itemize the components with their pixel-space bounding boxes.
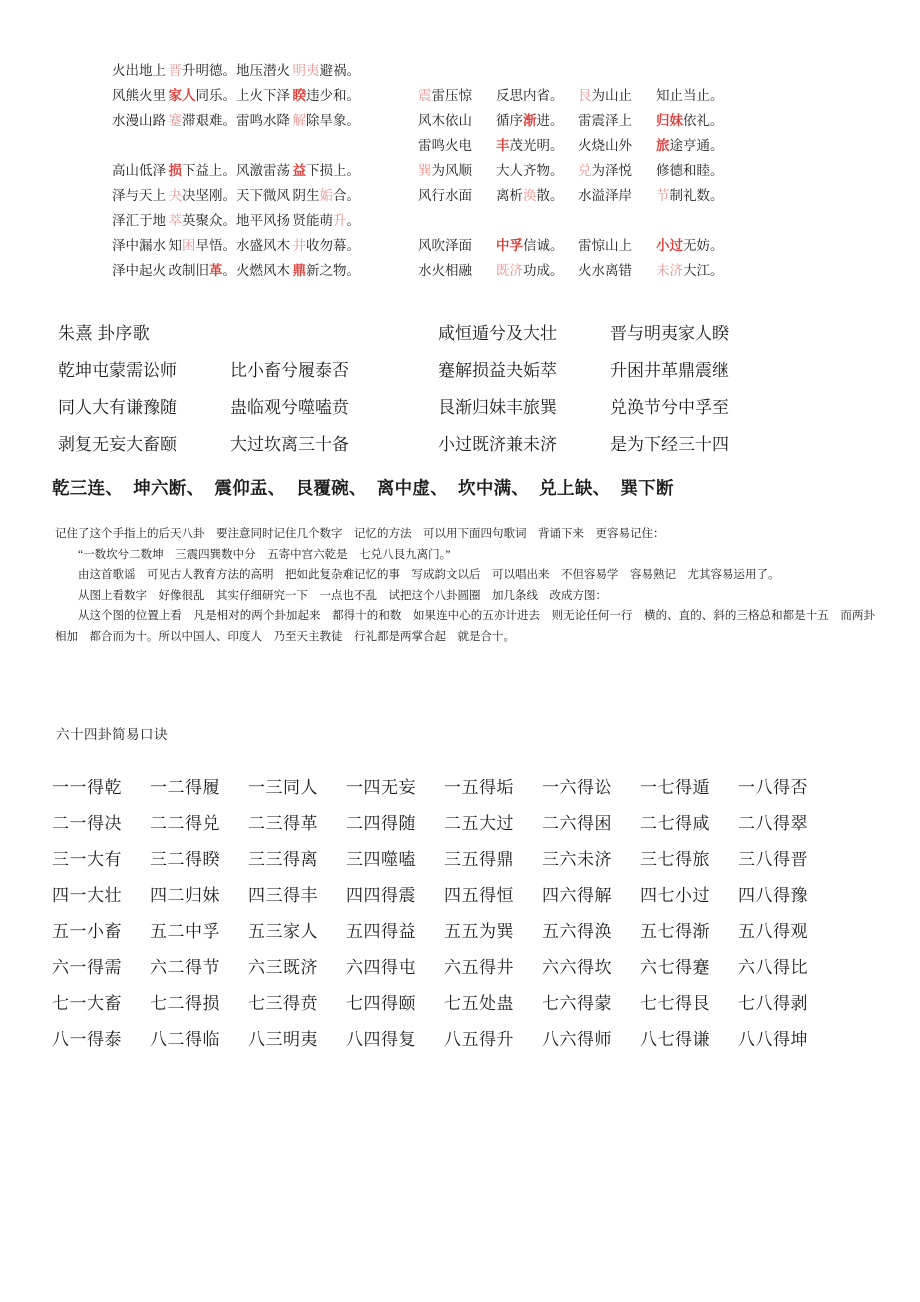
hexagram-name: 升 <box>333 213 347 228</box>
guaxiang-cell <box>418 83 496 108</box>
gx-text: 风木依山 <box>418 113 472 128</box>
gx-text: 水火相融 <box>418 263 472 278</box>
gx-text: 新之物。 <box>306 263 360 278</box>
bagua-mnemonic-item: 震仰盂、 <box>214 478 286 498</box>
guaxiang-cell <box>293 183 361 208</box>
koujue-row <box>52 770 882 806</box>
guaxiang-cell <box>169 83 237 108</box>
gx-text: 下损上。 <box>306 163 360 178</box>
gx-text: 雷压惊 <box>431 88 472 103</box>
guaxu-phrase-a: 乾坤屯蒙需讼师 <box>58 361 177 380</box>
koujue-cell: 五八得观 <box>738 922 808 941</box>
guaxu-phrase-a: 剥复无妄大畜颐 <box>58 435 177 454</box>
gx-text: 英聚众。 <box>182 213 236 228</box>
koujue-cell: 八三明夷 <box>248 1030 318 1049</box>
gx-text: 地平风扬 <box>236 213 290 228</box>
koujue-cell: 七三得贲 <box>248 994 318 1013</box>
guaxu-phrase-a: 咸恒遁兮及大壮 <box>438 324 557 343</box>
guaxu-phrase-a: 同人大有谦豫随 <box>58 398 177 417</box>
guaxu-phrase-a: 艮渐归妹丰旅巽 <box>438 398 557 417</box>
gx-text: 大人齐物。 <box>496 163 564 178</box>
guaxiang-cell <box>236 258 293 283</box>
koujue-cell: 七一大畜 <box>52 994 122 1013</box>
koujue-cell: 二三得革 <box>248 814 318 833</box>
koujue-cell: 四二归妹 <box>150 886 220 905</box>
guaxiang-row <box>418 258 820 283</box>
guaxiang-row <box>112 83 360 108</box>
guaxiang-cell <box>578 83 656 108</box>
gx-text: 散。 <box>536 188 564 203</box>
koujue-cell: 七六得蒙 <box>542 994 612 1013</box>
koujue-cell: 二二得兑 <box>150 814 220 833</box>
guaxiang-cell <box>236 183 293 208</box>
hexagram-name: 归妹 <box>656 113 683 128</box>
guaxiang-cell <box>578 258 656 283</box>
bagua-mnemonic-item: 兑上缺、 <box>539 478 611 498</box>
koujue-cell: 五七得渐 <box>640 922 710 941</box>
guaxiang-cell <box>236 233 293 258</box>
koujue-cell: 七八得剥 <box>738 994 808 1013</box>
guaxiang-cell <box>112 58 169 83</box>
guaxiang-cell <box>418 233 496 258</box>
guaxiang-right-group-1 <box>418 83 820 158</box>
prose-paragraph-1: 记住了这个手指上的后天八卦 要注意同时记住几个数字 记忆的方法 可以用下面四句歌词 背诵下来 更容易记住： <box>55 528 665 540</box>
koujue-cell: 三四噬嗑 <box>346 850 416 869</box>
bagua-mnemonic-item: 离中虚、 <box>376 478 449 498</box>
koujue-cell: 三一大有 <box>52 850 122 869</box>
guaxiang-cell <box>656 183 736 208</box>
gx-text: 收勿幕。 <box>306 238 360 253</box>
bagua-mnemonic-item: 艮覆碗、 <box>295 478 367 498</box>
gx-text: 风吹泽面 <box>418 238 472 253</box>
gx-text: 滞艰难。 <box>182 113 236 128</box>
koujue-cell: 八五得升 <box>444 1030 514 1049</box>
guaxu-title-text: 朱熹 卦序歌 <box>58 324 151 343</box>
koujue-cell: 二四得随 <box>346 814 416 833</box>
guaxiang-row <box>418 233 820 258</box>
gx-text: 下益上。 <box>182 163 236 178</box>
koujue-cell: 四八得豫 <box>738 886 808 905</box>
guaxiang-cell <box>112 258 169 283</box>
koujue-cell: 五一小畜 <box>52 922 122 941</box>
guaxiang-cell <box>236 83 293 108</box>
koujue-cell: 三八得晋 <box>738 850 808 869</box>
guaxiang-cell <box>496 83 578 108</box>
guaxiang-cell <box>496 108 578 133</box>
hexagram-name: 损 <box>168 163 182 178</box>
koujue-row <box>52 1022 882 1058</box>
koujue-cell: 一七得遁 <box>640 778 710 797</box>
koujue-cell: 五二中孚 <box>150 922 220 941</box>
koujue-row <box>52 914 882 950</box>
gx-text: 火出地上 <box>112 63 166 78</box>
hexagram-name: 未济 <box>656 263 683 278</box>
guaxiang-row <box>418 133 820 158</box>
spacer <box>418 208 820 233</box>
gx-text: 升明德。 <box>182 63 236 78</box>
gx-text: 避祸。 <box>319 63 360 78</box>
gx-text: 合。 <box>333 188 360 203</box>
gx-text: 泽中漏水 <box>112 238 166 253</box>
koujue-row <box>52 878 882 914</box>
guaxu-phrase-b: 蛊临观兮噬嗑贲 <box>230 398 349 417</box>
koujue-row <box>52 986 882 1022</box>
guaxu-row <box>438 426 920 463</box>
koujue-cell: 一六得讼 <box>542 778 612 797</box>
spacer <box>112 133 360 158</box>
gx-text: 知止当止。 <box>656 88 724 103</box>
bagua-mnemonic-line <box>52 475 892 500</box>
guaxu-row <box>438 389 920 426</box>
gx-text: 水溢泽岸 <box>578 188 632 203</box>
koujue-cell: 四六得解 <box>542 886 612 905</box>
guaxiang-cell <box>293 208 361 233</box>
hexagram-name: 中孚 <box>496 238 523 253</box>
koujue-cell: 五五为巽 <box>444 922 514 941</box>
guaxiang-cell <box>418 183 496 208</box>
koujue-cell: 一三同人 <box>248 778 318 797</box>
bagua-mnemonic-item: 坤六断、 <box>133 478 205 498</box>
guaxiang-cell <box>169 158 237 183</box>
guaxiang-cell <box>236 108 293 133</box>
gx-text: 雷鸣水降 <box>236 113 290 128</box>
koujue-cell: 七五处蛊 <box>444 994 514 1013</box>
guaxu-song-section <box>0 315 920 463</box>
guaxiang-left-group-2 <box>112 158 360 283</box>
guaxiang-row <box>418 83 820 108</box>
koujue-cell: 二八得翠 <box>738 814 808 833</box>
guaxiang-cell <box>496 233 578 258</box>
hexagram-name: 革 <box>209 263 223 278</box>
gx-text: 反思内省。 <box>496 88 564 103</box>
guaxiang-cell <box>236 158 293 183</box>
hexagram-name: 晋 <box>168 63 182 78</box>
koujue-cell: 六一得需 <box>52 958 122 977</box>
guaxiang-cell <box>293 58 361 83</box>
gx-text: 雷鸣火电 <box>418 138 472 153</box>
guaxiang-cell <box>293 233 361 258</box>
spacer <box>418 58 820 83</box>
guaxiang-cell <box>418 133 496 158</box>
guaxiang-row <box>418 183 820 208</box>
koujue-cell: 一二得履 <box>150 778 220 797</box>
guaxiang-row <box>112 183 360 208</box>
hexagram-name: 兑 <box>578 163 592 178</box>
koujue-cell: 五四得益 <box>346 922 416 941</box>
guaxiang-cell <box>169 208 237 233</box>
guaxiang-row <box>112 158 360 183</box>
gx-text: 火燃风木 <box>236 263 290 278</box>
hexagram-name: 井 <box>292 238 306 253</box>
guaxu-phrase-b: 大过坎离三十备 <box>230 435 349 454</box>
koujue-row <box>52 806 882 842</box>
guaxu-right-column <box>420 315 920 463</box>
guaxu-row <box>58 426 420 463</box>
guaxiang-row <box>112 233 360 258</box>
hexagram-name: 益 <box>292 163 306 178</box>
guaxiang-cell <box>169 183 237 208</box>
hexagram-name: 艮 <box>578 88 592 103</box>
bagua-mnemonic-item: 巽下断 <box>620 478 674 498</box>
koujue-cell: 六三既济 <box>248 958 318 977</box>
koujue-cell: 八四得复 <box>346 1030 416 1049</box>
guaxiang-cell <box>496 258 578 283</box>
gx-text: 同乐。 <box>195 88 236 103</box>
guaxiang-cell <box>496 158 578 183</box>
gx-text: 制礼数。 <box>669 188 724 203</box>
prose-paragraph-5: 从这个图的位置上看 凡是相对的两个卦加起来 都得十的和数 如果连中心的五亦计进去 则无论任何一行 横的、直的、斜的三格总和都是十五 而两卦相加 都合而为十。所以中国人、印度人 乃至天主教徒 行礼都是两掌合起 就是合十。 <box>55 610 875 643</box>
koujue-cell: 四七小过 <box>640 886 710 905</box>
guaxu-row <box>58 389 420 426</box>
gx-text: 知 <box>168 238 182 253</box>
koujue-cell: 二五大过 <box>444 814 514 833</box>
koujue-cell: 七四得颐 <box>346 994 416 1013</box>
gx-text: 。 <box>346 213 360 228</box>
koujue-cell: 三二得睽 <box>150 850 220 869</box>
guaxiang-cell <box>656 233 736 258</box>
guaxiang-cell <box>112 108 169 133</box>
guaxiang-row <box>112 58 360 83</box>
hexagram-name: 巽 <box>418 163 432 178</box>
gx-text: 离析 <box>496 188 523 203</box>
gx-text: 为山止 <box>591 88 632 103</box>
koujue-cell: 四四得震 <box>346 886 416 905</box>
hexagram-name: 小过 <box>656 238 683 253</box>
guaxiang-cell <box>236 208 293 233</box>
guaxiang-cell <box>112 233 169 258</box>
koujue-cell: 七二得损 <box>150 994 220 1013</box>
guaxu-phrase-b: 是为下经三十四 <box>610 435 729 454</box>
koujue-cell: 六七得蹇 <box>640 958 710 977</box>
guaxiang-cell <box>496 133 578 158</box>
gx-text: 违少和。 <box>306 88 360 103</box>
gx-text: 雷惊山上 <box>578 238 632 253</box>
gx-text: 途亨通。 <box>669 138 724 153</box>
gx-text: 地压潜火 <box>236 63 290 78</box>
guaxiang-cell <box>293 83 361 108</box>
koujue-cell: 八六得师 <box>542 1030 612 1049</box>
koujue-cell: 六四得屯 <box>346 958 416 977</box>
koujue-cell: 一四无妄 <box>346 778 416 797</box>
koujue-grid <box>52 770 882 1058</box>
guaxiang-cell <box>293 258 361 283</box>
koujue-cell: 二七得咸 <box>640 814 710 833</box>
hexagram-name: 渐 <box>523 113 537 128</box>
guaxiang-left-column <box>0 58 360 283</box>
koujue-cell: 八八得坤 <box>738 1030 808 1049</box>
gx-text: 火烧山外 <box>578 138 632 153</box>
guaxiang-row <box>112 208 360 233</box>
prose-paragraph-4: 从图上看数字 好像很乱 其实仔细研究一下 一点也不乱 试把这个八卦圆圈 加几条线 改成方图： <box>78 589 607 602</box>
guaxiang-row <box>418 158 820 183</box>
koujue-cell: 三三得离 <box>248 850 318 869</box>
guaxiang-cell <box>293 158 361 183</box>
hexagram-name: 家人 <box>168 88 196 103</box>
guaxiang-right-group-2 <box>418 158 820 208</box>
guaxiang-cell <box>496 183 578 208</box>
koujue-cell: 三七得旅 <box>640 850 710 869</box>
guaxiang-left-group-1 <box>112 58 360 133</box>
gx-text: 茂光明。 <box>509 138 564 153</box>
guaxiang-cell <box>578 108 656 133</box>
hexagram-name: 夬 <box>168 188 182 203</box>
koujue-cell: 五三家人 <box>248 922 318 941</box>
guaxiang-cell <box>656 258 736 283</box>
guaxiang-cell <box>418 108 496 133</box>
gx-text: 水盛风木 <box>236 238 290 253</box>
gx-text: 大江。 <box>683 263 724 278</box>
koujue-cell: 八七得谦 <box>640 1030 710 1049</box>
hexagram-name: 明夷 <box>292 63 320 78</box>
koujue-cell: 二一得决 <box>52 814 122 833</box>
gx-text: 进。 <box>536 113 564 128</box>
guaxu-phrase-b: 晋与明夷家人睽 <box>610 324 729 343</box>
gx-text: 水漫山路 <box>112 113 166 128</box>
guaxiang-cell <box>169 258 237 283</box>
hexagram-name: 旅 <box>656 138 670 153</box>
gx-text: 信诚。 <box>523 238 564 253</box>
guaxu-phrase-b: 升困井革鼎震继 <box>610 361 729 380</box>
guaxu-title <box>58 315 420 352</box>
guaxiang-cell <box>656 108 736 133</box>
gx-text: 风熊火里 <box>112 88 166 103</box>
koujue-row <box>52 950 882 986</box>
koujue-cell: 二六得困 <box>542 814 612 833</box>
gx-text: 上火下泽 <box>236 88 290 103</box>
koujue-cell: 四五得恒 <box>444 886 514 905</box>
guaxiang-cell <box>169 233 237 258</box>
guaxu-phrase-b: 比小畜兮履泰否 <box>230 361 349 380</box>
hexagram-name: 姤 <box>319 188 333 203</box>
koujue-row <box>52 842 882 878</box>
koujue-cell: 五六得涣 <box>542 922 612 941</box>
gx-text: 风行水面 <box>418 188 472 203</box>
hexagram-name: 萃 <box>168 213 182 228</box>
hexagram-name: 震 <box>418 88 432 103</box>
guaxiang-cell <box>293 108 361 133</box>
gx-text: 功成。 <box>523 263 564 278</box>
koujue-section-title: 六十四卦简易口诀 <box>56 727 168 742</box>
gx-text: 泽中起火 <box>112 263 166 278</box>
koujue-cell: 四三得丰 <box>248 886 318 905</box>
koujue-cell: 八一得泰 <box>52 1030 122 1049</box>
guaxiang-cell <box>169 108 237 133</box>
guaxiang-cell <box>656 133 736 158</box>
guaxiang-cell <box>656 83 736 108</box>
hexagram-name: 困 <box>182 238 196 253</box>
gx-text: 无妨。 <box>683 238 724 253</box>
koujue-cell: 八二得临 <box>150 1030 220 1049</box>
koujue-cell: 六五得井 <box>444 958 514 977</box>
bagua-mnemonic-item: 乾三连、 <box>52 478 124 498</box>
guaxiang-cell <box>578 133 656 158</box>
gx-text: 循序 <box>496 113 523 128</box>
hexagram-name: 鼎 <box>292 263 306 278</box>
gx-text: 泽汇于地 <box>112 213 166 228</box>
gx-text: 火水离错 <box>578 263 632 278</box>
gx-text: 贤能萌 <box>292 213 333 228</box>
koujue-cell: 三六未济 <box>542 850 612 869</box>
gx-text: 为泽悦 <box>591 163 632 178</box>
gx-text: 早悟。 <box>195 238 236 253</box>
gx-text: 高山低泽 <box>112 163 166 178</box>
guaxu-phrase-b: 兑涣节兮中孚至 <box>610 398 729 417</box>
guaxiang-cell <box>112 208 169 233</box>
guaxiang-cell <box>112 183 169 208</box>
guaxiang-cell <box>418 258 496 283</box>
guaxiang-row <box>418 108 820 133</box>
gx-text: 阴生 <box>292 188 320 203</box>
guaxiang-row <box>112 258 360 283</box>
prose-paragraph-3: 由这首歌谣 可见古人教育方法的高明 把如此复杂难记忆的事 写成韵文以后 可以唱出来 不但容易学 容易熟记 尤其容易运用了。 <box>78 569 780 581</box>
guaxiang-cell <box>656 158 736 183</box>
guaxu-left-column <box>0 315 420 463</box>
gx-text: 决坚刚。 <box>182 188 236 203</box>
guaxiang-cell <box>418 158 496 183</box>
hexagram-name: 解 <box>292 113 306 128</box>
gx-text: 风激雷荡 <box>236 163 290 178</box>
hexagram-name: 既济 <box>496 263 523 278</box>
guaxu-phrase-a: 蹇解损益夬姤萃 <box>438 361 557 380</box>
koujue-cell: 一八得否 <box>738 778 808 797</box>
koujue-cell: 七七得艮 <box>640 994 710 1013</box>
guaxiang-cell <box>578 158 656 183</box>
gx-text: 。 <box>222 263 236 278</box>
gx-text: 修德和睦。 <box>656 163 724 178</box>
koujue-cell: 六六得坎 <box>542 958 612 977</box>
guaxiang-cell <box>578 183 656 208</box>
guaxiang-cell <box>169 58 237 83</box>
hexagram-name: 蹇 <box>168 113 182 128</box>
gx-text: 除旱象。 <box>306 113 360 128</box>
hexagram-name: 睽 <box>292 88 306 103</box>
gx-text: 改制旧 <box>168 263 209 278</box>
koujue-cell: 六二得节 <box>150 958 220 977</box>
koujue-cell: 一一得乾 <box>52 778 122 797</box>
gx-text: 依礼。 <box>683 113 724 128</box>
guaxiang-cell <box>112 158 169 183</box>
gx-text: 雷震泽上 <box>578 113 632 128</box>
guaxu-row <box>58 352 420 389</box>
guaxiang-cell <box>112 83 169 108</box>
guaxu-row <box>438 352 920 389</box>
guaxiang-right-column <box>360 58 820 283</box>
gx-text: 泽与天上 <box>112 188 166 203</box>
guaxu-row <box>438 315 920 352</box>
guaxiang-cell <box>236 58 293 83</box>
bagua-mnemonic-item: 坎中满、 <box>458 478 530 498</box>
gx-text: 为风顺 <box>431 163 472 178</box>
guaxiang-row <box>112 108 360 133</box>
gx-text: 天下微风 <box>236 188 290 203</box>
prose-section <box>55 524 875 647</box>
hexagram-name: 涣 <box>523 188 537 203</box>
hexagram-name: 节 <box>656 188 670 203</box>
koujue-cell: 六八得比 <box>738 958 808 977</box>
koujue-cell: 一五得垢 <box>444 778 514 797</box>
koujue-cell: 四一大壮 <box>52 886 122 905</box>
hexagram-name: 丰 <box>496 138 510 153</box>
guaxiang-right-group-3 <box>418 233 820 283</box>
prose-paragraph-2: “一数坎兮二数坤 三震四巽数中分 五寄中宫六乾是 七兑八艮九离门。” <box>78 548 451 561</box>
guaxiang-cell <box>578 233 656 258</box>
guaxiang-section <box>0 58 920 283</box>
koujue-cell: 三五得鼎 <box>444 850 514 869</box>
guaxu-phrase-a: 小过既济兼未济 <box>438 435 557 454</box>
